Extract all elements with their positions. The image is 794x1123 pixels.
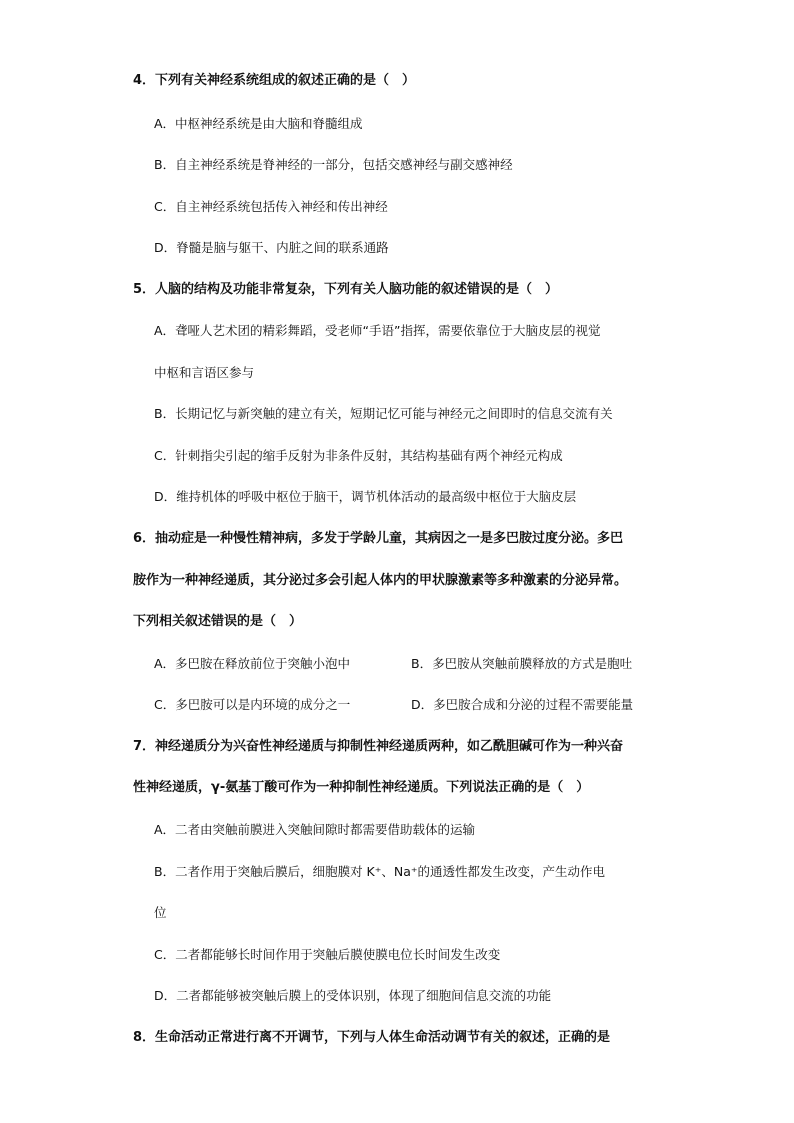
question-7-option-a: A．二者由突触前膜进入突触间隙时都需要借助载体的运输 — [154, 822, 476, 837]
question-8-stem: 8．生命活动正常进行离不开调节，下列与人体生命活动调节有关的叙述，正确的是 — [133, 1030, 611, 1045]
question-5-stem: 5．人脑的结构及功能非常复杂，下列有关人脑功能的叙述错误的是（ ） — [133, 282, 559, 297]
question-6-option-d: D．多巴胺合成和分泌的过程不需要能量 — [411, 697, 634, 712]
question-6-stem-line-2: 胺作为一种神经递质，其分泌过多会引起人体内的甲状腺激素等多种激素的分泌异常。 — [133, 573, 628, 588]
question-7-stem-line-2: 性神经递质，γ-氨基丁酸可作为一种抑制性神经递质。下列说法正确的是（ ） — [133, 780, 590, 795]
question-7-option-d: D．二者都能够被突触后膜上的受体识别，体现了细胞间信息交流的功能 — [154, 988, 552, 1003]
question-5-option-a-cont: 中枢和言语区参与 — [154, 365, 255, 380]
question-4-option-a: A．中枢神经系统是由大脑和脊髓组成 — [154, 116, 363, 131]
question-7-option-c: C．二者都能够长时间作用于突触后膜使膜电位长时间发生改变 — [154, 947, 501, 962]
question-6-stem-line-1: 6．抽动症是一种慢性精神病，多发于学龄儿童，其病因之一是多巴胺过度分泌。多巴 — [133, 531, 624, 546]
question-7-stem-line-1: 7．神经递质分为兴奋性神经递质与抑制性神经递质两种，如乙酰胆碱可作为一种兴奋 — [133, 739, 624, 754]
question-5-option-b: B．长期记忆与新突触的建立有关，短期记忆可能与神经元之间即时的信息交流有关 — [154, 406, 613, 421]
question-5-option-a: A．聋哑人艺术团的精彩舞蹈，受老师“手语”指挥，需要依靠位于大脑皮层的视觉 — [154, 323, 601, 338]
question-4-option-c: C．自主神经系统包括传入神经和传出神经 — [154, 199, 388, 214]
question-7-option-b: B．二者作用于突触后膜后，细胞膜对 K⁺、Na⁺的通透性都发生改变，产生动作电 — [154, 864, 605, 879]
question-4-option-b: B．自主神经系统是脊神经的一部分，包括交感神经与副交感神经 — [154, 157, 513, 172]
question-4-stem: 4．下列有关神经系统组成的叙述正确的是（ ） — [133, 73, 416, 88]
question-5-option-d: D．维持机体的呼吸中枢位于脑干，调节机体活动的最高级中枢位于大脑皮层 — [154, 489, 577, 504]
question-6-stem-line-3: 下列相关叙述错误的是（ ） — [133, 614, 303, 629]
question-6-option-c: C．多巴胺可以是内环境的成分之一 — [154, 697, 351, 712]
question-4-option-d: D．脊髓是脑与躯干、内脏之间的联系通路 — [154, 240, 389, 255]
question-6-option-b: B．多巴胺从突触前膜释放的方式是胞吐 — [411, 656, 633, 671]
question-6-option-a: A．多巴胺在释放前位于突触小泡中 — [154, 656, 351, 671]
question-5-option-c: C．针刺指尖引起的缩手反射为非条件反射，其结构基础有两个神经元构成 — [154, 448, 563, 463]
question-7-option-b-cont: 位 — [154, 905, 167, 920]
